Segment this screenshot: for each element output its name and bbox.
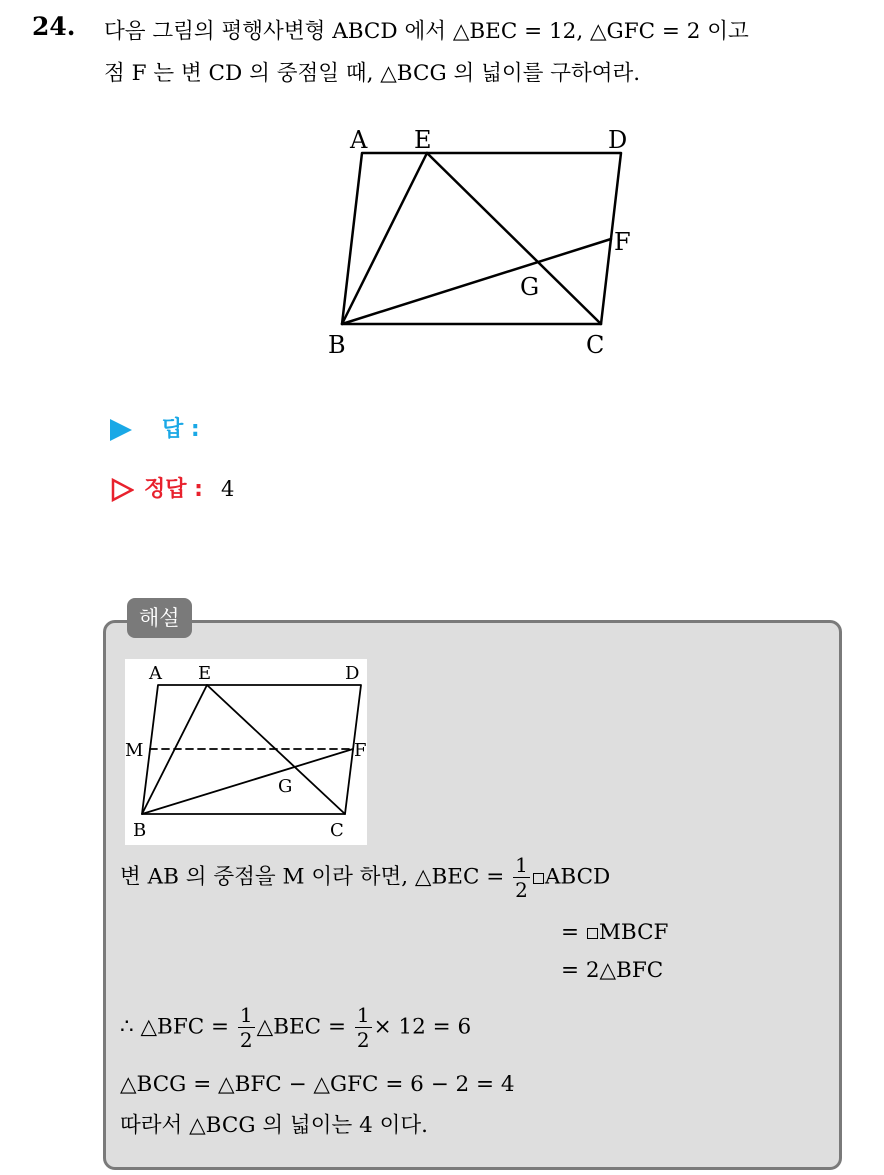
label-e: E	[414, 126, 432, 154]
label-f: F	[614, 228, 631, 256]
segment-ec	[427, 153, 601, 324]
label-a: A	[350, 126, 368, 154]
solution-line-3: = 2△BFC	[561, 958, 664, 983]
fraction-half: $\frac{1}{2}$	[356, 1003, 370, 1052]
sol-label-d: D	[345, 663, 360, 684]
solution-line-5: △BCG = △BFC − △GFC = 6 − 2 = 4	[120, 1072, 515, 1097]
solution-figure	[125, 659, 367, 845]
correct-answer-row	[110, 472, 234, 503]
parallelogram-symbol	[587, 928, 598, 939]
label-g: G	[520, 273, 540, 301]
parallelogram-symbol	[533, 873, 544, 884]
sol-label-f: F	[354, 740, 367, 761]
question-number: 24.	[32, 12, 76, 41]
question-text-line-2: 점 F 는 변 CD 의 중점일 때, △BCG 의 넓이를 구하여라.	[104, 61, 641, 86]
correct-answer-label: 정답 :	[144, 477, 203, 502]
solution-line-6: 따라서 △BCG 의 넓이는 4 이다.	[120, 1113, 428, 1138]
fraction-half: $\frac{1}{2}$	[515, 853, 528, 902]
solution-line-2: = MBCF	[561, 920, 669, 945]
solution-line-4: ∴ △BFC = $\frac{1}{2}$ △BEC = $\frac{1}{2}$ × 12 = 6	[120, 1003, 472, 1052]
sol-label-b: B	[133, 820, 147, 841]
solution-line-1-suffix: ABCD	[544, 864, 611, 890]
label-c: C	[586, 331, 605, 359]
segment-be	[342, 153, 427, 324]
label-b: B	[328, 331, 346, 359]
answer-row	[110, 412, 200, 443]
label-d: D	[608, 126, 628, 154]
play-icon	[110, 419, 132, 441]
correct-answer-value: 4	[220, 477, 235, 501]
parallelogram-figure	[320, 120, 650, 365]
question-text-line-1: 다음 그림의 평행사변형 ABCD 에서 △BEC = 12, △GFC = 2 이고	[104, 19, 749, 44]
segment-bf	[342, 239, 611, 324]
sol-label-c: C	[330, 820, 344, 841]
sol-label-g: G	[278, 776, 293, 797]
answer-label: 답 :	[162, 417, 200, 442]
sol-label-a: A	[149, 663, 162, 684]
solution-line-1-prefix: 변 AB 의 중점을 M 이라 하면, △BEC =	[120, 864, 505, 890]
solution-tag: 해설	[127, 598, 192, 638]
sol-label-e: E	[198, 663, 212, 684]
outline-triangle-icon	[110, 478, 134, 502]
solution-line-1	[120, 855, 610, 900]
fraction-half: $\frac{1}{2}$	[239, 1003, 253, 1052]
sol-label-m: M	[125, 740, 144, 761]
